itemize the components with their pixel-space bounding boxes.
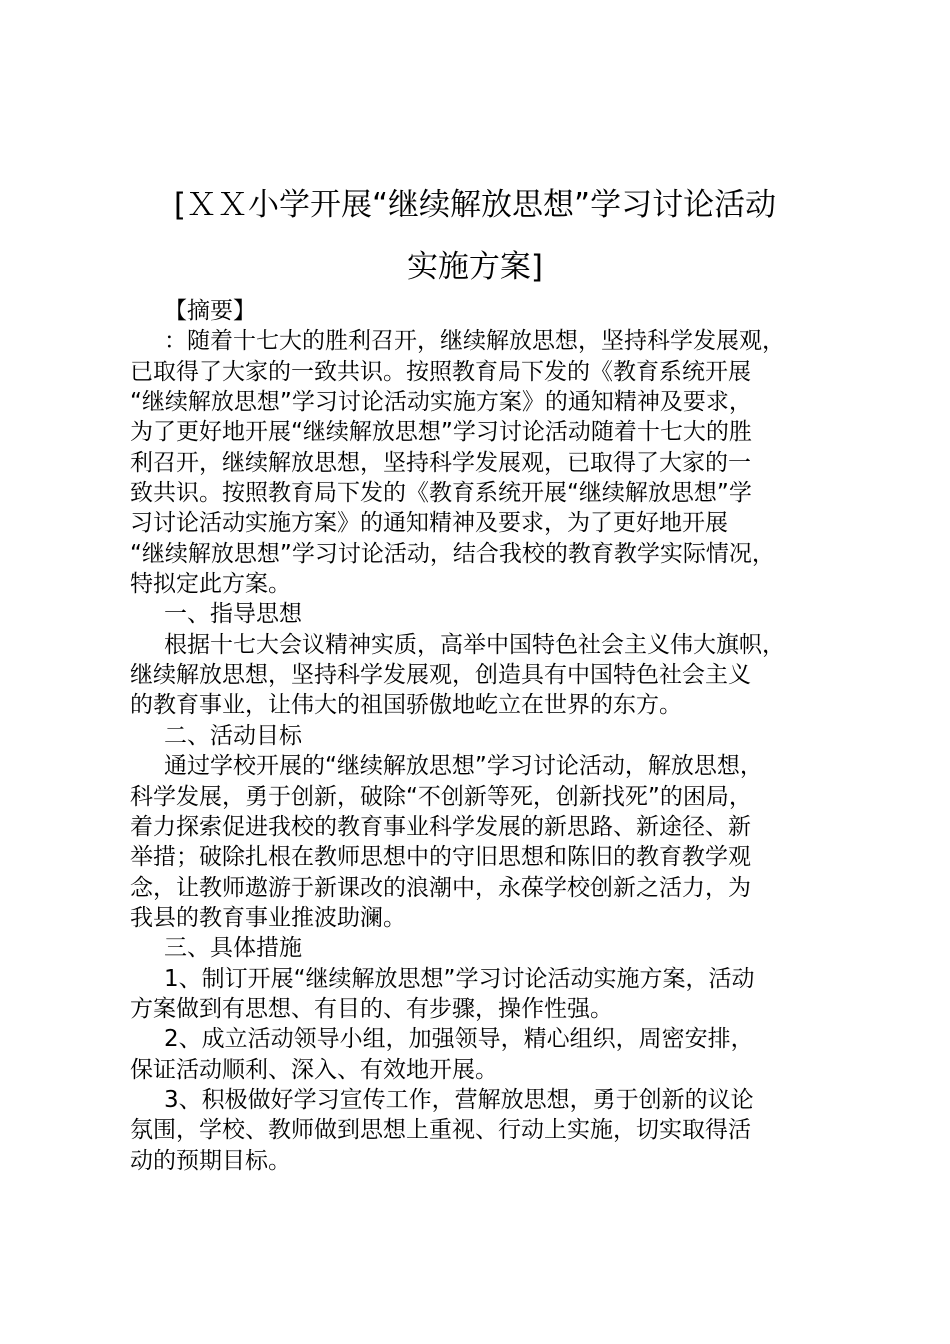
text-line: 根据十七大会议精神实质，高举中国特色社会主义伟大旗帜， — [164, 631, 785, 658]
text-line: “继续解放思想”学习讨论活动，结合我校的教育教学实际情况， — [130, 540, 775, 567]
text-line: 继续解放思想，坚持科学发展观，创造具有中国特色社会主义 — [130, 662, 751, 689]
text-line: 已取得了大家的一致共识。按照教育局下发的《教育系统开展 — [130, 358, 751, 385]
text-line: 方案做到有思想、有目的、有步骤，操作性强。 — [130, 995, 613, 1022]
document-body — [130, 296, 842, 1176]
text-line: 保证活动顺利、深入、有效地开展。 — [130, 1056, 498, 1083]
text-line: 氛围，学校、教师做到思想上重视、行动上实施，切实取得活 — [130, 1117, 751, 1144]
text-line: 特拟定此方案。 — [130, 571, 291, 598]
text-line: 念，让教师遨游于新课改的浪潮中，永葆学校创新之活力，为 — [130, 874, 751, 901]
text-line: 通过学校开展的“继续解放思想”学习讨论活动，解放思想， — [164, 753, 763, 780]
text-line: 利召开，继续解放思想，坚持科学发展观，已取得了大家的一 — [130, 449, 751, 476]
text-line: 的教育事业，让伟大的祖国骄傲地屹立在世界的东方。 — [130, 692, 682, 719]
text-line: 我县的教育事业推波助澜。 — [130, 904, 406, 931]
text-line: 科学发展，勇于创新，破除“不创新等死，创新找死”的困局， — [130, 783, 752, 810]
text-line: 1、制订开展“继续解放思想”学习讨论活动实施方案，活动 — [164, 965, 755, 992]
document-title-line-2: 实施方案] — [406, 249, 544, 285]
text-line: ：随着十七大的胜利召开，继续解放思想，坚持科学发展观， — [164, 328, 785, 355]
text-line: “继续解放思想”学习讨论活动实施方案》的通知精神及要求， — [130, 389, 752, 416]
text-line: 动的预期目标。 — [130, 1147, 291, 1174]
text-line: 为了更好地开展“继续解放思想”学习讨论活动随着十七大的胜 — [130, 419, 752, 446]
text-line: 习讨论活动实施方案》的通知精神及要求，为了更好地开展 — [130, 510, 728, 537]
text-line: 三、具体措施 — [164, 935, 302, 962]
text-line: 2、成立活动领导小组，加强领导，精心组织，周密安排， — [164, 1026, 754, 1053]
text-line: 3、积极做好学习宣传工作，营解放思想，勇于创新的议论 — [164, 1086, 754, 1113]
text-line: 致共识。按照教育局下发的《教育系统开展“继续解放思想”学 — [130, 480, 752, 507]
text-line: 二、活动目标 — [164, 722, 302, 749]
text-line: 一、指导思想 — [164, 601, 302, 628]
text-line: 举措；破除扎根在教师思想中的守旧思想和陈旧的教育教学观 — [130, 844, 751, 871]
text-line: 着力探索促进我校的教育事业科学发展的新思路、新途径、新 — [130, 813, 751, 840]
text-line: 【摘要】 — [164, 298, 256, 324]
document-title-line-1: [ＸＸ小学开展“继续解放思想”学习讨论活动 — [173, 187, 777, 223]
